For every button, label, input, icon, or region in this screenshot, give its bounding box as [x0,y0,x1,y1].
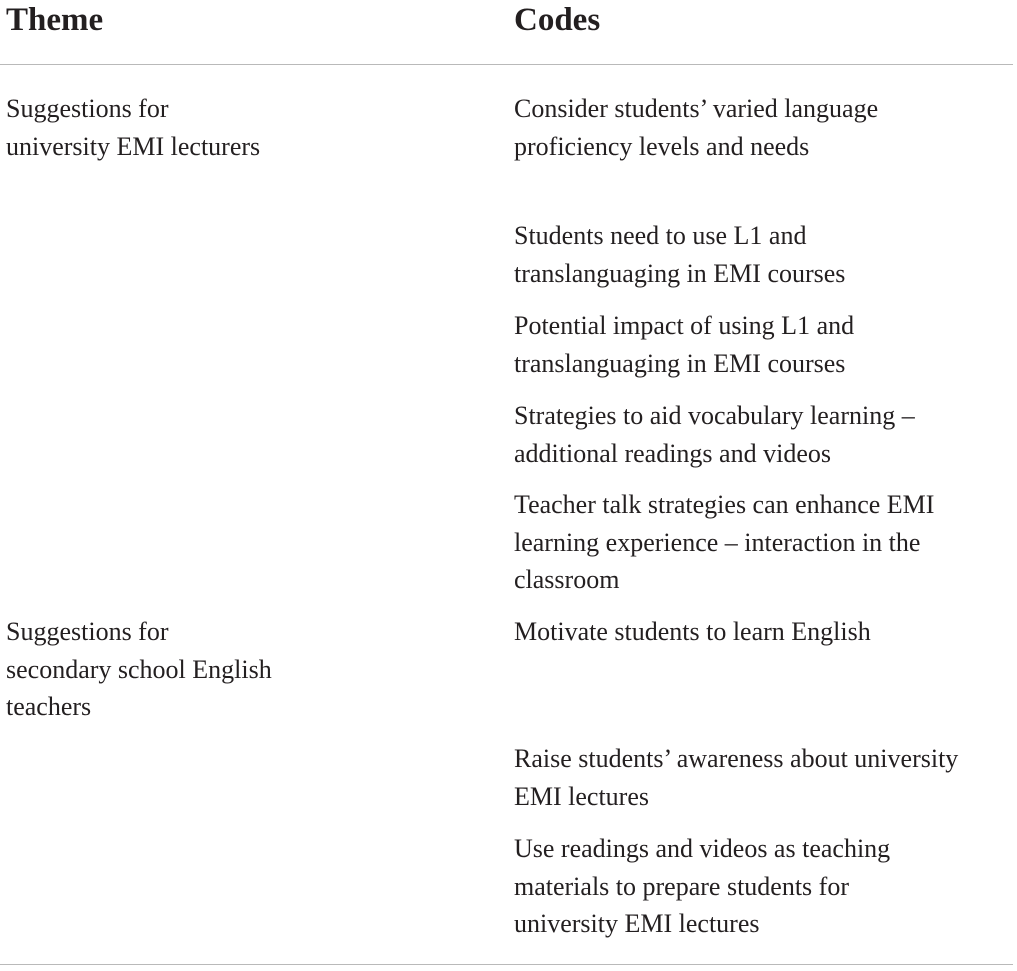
code-line: translanguaging in EMI courses [514,258,846,288]
theme-cell-secondary [6,613,272,726]
theme-line: Suggestions for [6,617,169,646]
code-line: materials to prepare students for [514,871,849,901]
code-cell [514,397,915,472]
code-cell [514,486,934,599]
code-line: additional readings and videos [514,438,831,468]
theme-line: Suggestions for [6,94,169,123]
code-line: Students need to use L1 and [514,221,807,250]
header-rule [0,64,1013,65]
code-cell [514,830,890,943]
code-line: EMI lectures [514,781,650,811]
code-line: proficiency levels and needs [514,131,810,161]
code-line: classroom [514,565,620,594]
code-cell [514,613,871,651]
code-line: Motivate students to learn English [514,617,871,646]
code-line: university EMI lectures [514,909,760,938]
code-line: Strategies to aid vocabulary learning – [514,401,915,430]
code-cell [514,217,845,292]
code-line: Raise students’ awareness about university [514,744,959,773]
code-line: learning experience – interaction in the [514,527,921,557]
code-cell [514,740,958,815]
code-line: translanguaging in EMI courses [514,348,846,378]
table-bottom-rule [0,964,1013,965]
theme-line: secondary school English [6,654,272,684]
theme-cell-university [6,90,260,165]
theme-line: university EMI lecturers [6,131,261,161]
code-line: Consider students’ varied language [514,94,879,123]
theme-line: teachers [6,692,92,721]
code-cell [514,307,854,382]
column-header-theme: Theme [6,2,104,38]
code-line: Teacher talk strategies can enhance EMI [514,490,935,519]
column-header-codes: Codes [514,2,601,38]
code-cell [514,90,878,165]
code-line: Potential impact of using L1 and [514,311,855,340]
code-line: Use readings and videos as teaching [514,834,891,863]
